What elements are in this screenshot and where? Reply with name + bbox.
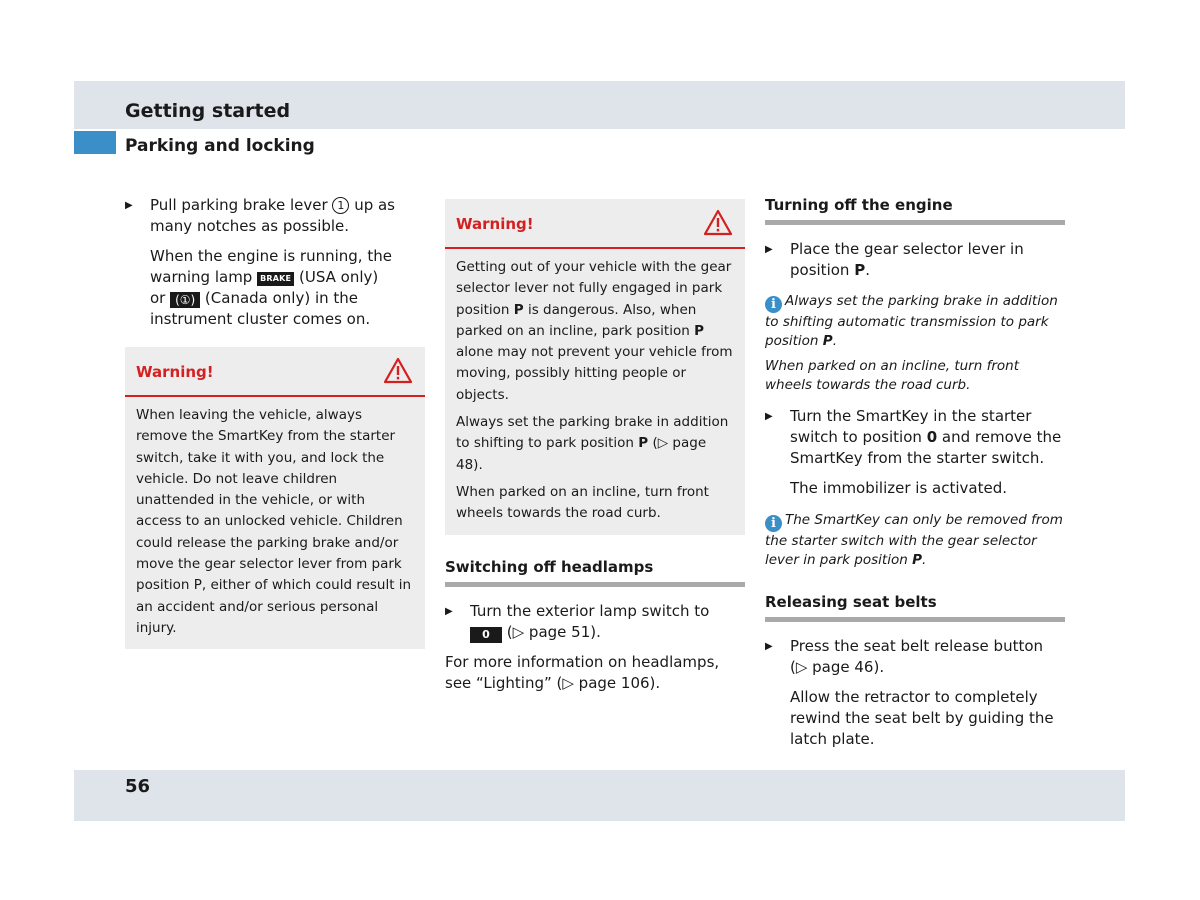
step-text: Place the gear selector lever in position <box>790 240 1024 279</box>
column-3 <box>765 195 1065 750</box>
column-1 <box>125 195 425 649</box>
info-icon: i <box>765 515 782 532</box>
column-2 <box>445 199 745 694</box>
text: alone may not prevent your vehicle from moving, possibly hitting people or objects. <box>456 344 733 403</box>
page-number: 56 <box>125 776 151 797</box>
step-text: up as many notches as possible. <box>150 196 395 235</box>
warning-title: Warning! <box>136 363 214 381</box>
text: Always set the parking brake in addition to shifting to park position <box>456 414 729 452</box>
section-accent-block <box>74 131 116 154</box>
callout-number-icon: 1 <box>332 197 349 214</box>
note-text: or <box>150 289 166 307</box>
note-text: (Canada only) in the instrument cluster comes on. <box>150 289 371 328</box>
step-seat-belt: ▶ Press the seat belt release button (▷ page 46). <box>765 636 1065 678</box>
chapter-title: Getting started <box>125 100 291 122</box>
text: Getting out of your vehicle with the gear selector lever not fully engaged in park position <box>456 259 732 318</box>
info-icon: i <box>765 296 782 313</box>
step-text: Pull parking brake lever <box>150 196 328 214</box>
info-text: . <box>921 552 927 568</box>
section-heading: Switching off headlamps <box>445 557 745 587</box>
info-note-extra: When parked on an incline, turn front wheels towards the road curb. <box>765 358 1019 393</box>
warning-text: When leaving the vehicle, always remove the SmartKey from the starter switch, take it with you, and lock the vehicle. Do not leave children unattended in the vehicle, or with access to an unlocked vehicle. Children could release the parking brake and/or move the gear selector lever from park position P, either of which could result in an accident and/or serious personal injury. <box>136 407 412 636</box>
info-text: P <box>912 552 922 568</box>
warning-lamp-note <box>125 246 425 330</box>
section-heading: Turning off the engine <box>765 195 1065 225</box>
note-text: (USA only) <box>299 268 379 286</box>
brake-lamp-icon: BRAKE <box>257 272 294 286</box>
warning-text <box>456 257 734 406</box>
warning-title: Warning! <box>456 215 534 233</box>
step-pull-brake <box>125 195 425 237</box>
warning-text: When parked on an incline, turn front wheels towards the road curb. <box>456 483 709 522</box>
warning-header <box>445 199 745 249</box>
warning-header <box>125 347 425 397</box>
info-text: . <box>832 333 837 349</box>
section-title: Parking and locking <box>125 136 315 156</box>
warning-text <box>456 412 734 476</box>
warning-triangle-icon <box>383 357 413 384</box>
info-text: The SmartKey can only be removed from the starter switch with the gear selector lever in park position <box>765 512 1063 568</box>
step-text: and remove the SmartKey from the starter switch. <box>790 428 1062 467</box>
info-text: Always set the parking brake in addition to shifting automatic transmission to park position <box>765 293 1058 349</box>
info-text: P <box>822 333 833 349</box>
info-note <box>765 292 1065 351</box>
text: P <box>638 435 649 452</box>
step-text: Turn the SmartKey in the starter switch to position <box>790 407 1032 446</box>
step-smartkey <box>765 406 1065 469</box>
step-lamp-switch <box>445 601 745 643</box>
warning-triangle-icon <box>703 209 733 236</box>
step-text: . <box>865 261 870 279</box>
retractor-note: Allow the retractor to completely rewind the seat belt by guiding the latch plate. <box>790 688 1054 748</box>
info-note <box>765 511 1065 570</box>
step-text: P <box>854 261 866 279</box>
step-gear-selector <box>765 239 1065 281</box>
text: is dangerous. Also, when parked on an incline, park position <box>456 301 697 339</box>
lamp-switch-zero-icon: 0 <box>470 627 502 643</box>
immobilizer-note: The immobilizer is activated. <box>790 479 1008 497</box>
headlamps-info: For more information on headlamps, see “Lighting” (▷ page 106). <box>445 652 720 692</box>
note-text: When the engine is running, the warning lamp <box>150 247 392 286</box>
canada-brake-lamp-icon: (①) <box>170 292 200 308</box>
text: P <box>513 301 524 318</box>
step-text: 0 <box>926 428 938 446</box>
footer-band <box>74 770 1125 821</box>
warning-box <box>445 199 745 535</box>
page-reference[interactable]: (▷ page 51). <box>506 622 601 641</box>
section-heading: Releasing seat belts <box>765 592 1065 622</box>
text: P <box>694 322 704 339</box>
page-reference[interactable]: (▷ page 48). <box>456 435 707 473</box>
step-text: Turn the exterior lamp switch to <box>470 601 710 620</box>
warning-box <box>125 347 425 649</box>
